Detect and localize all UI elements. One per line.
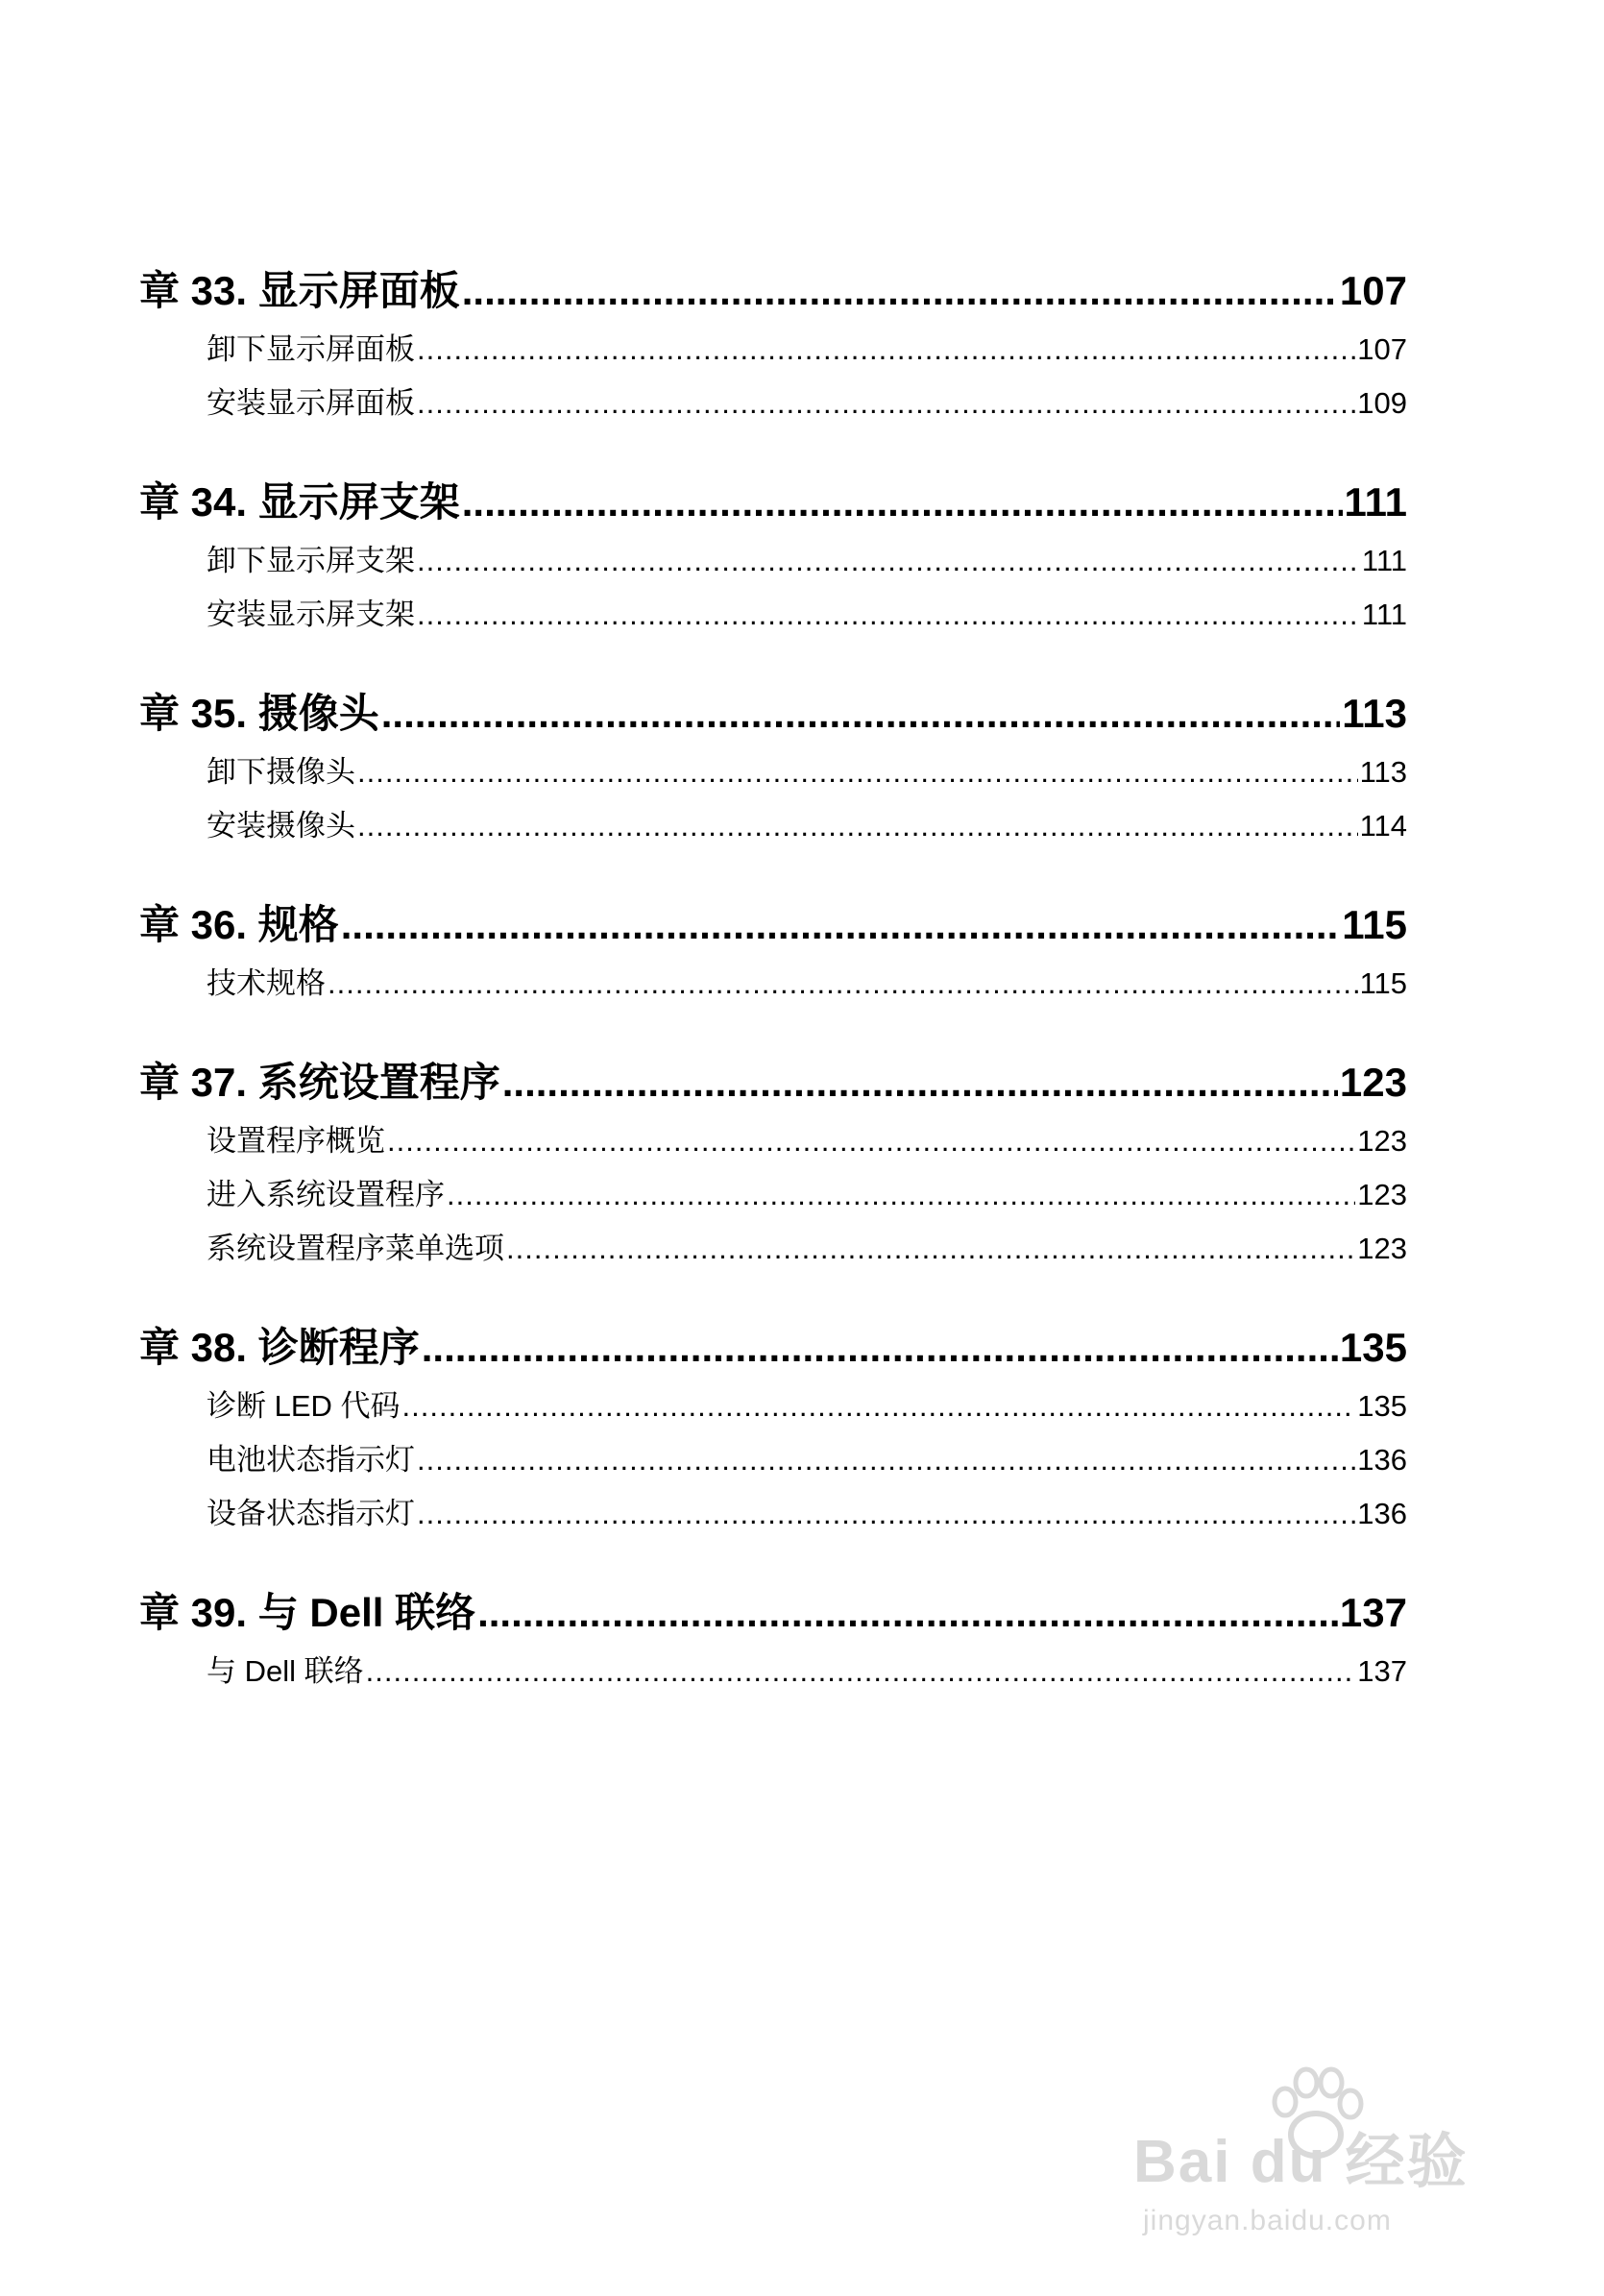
dot-leader — [417, 386, 1355, 421]
dot-leader — [417, 332, 1355, 367]
toc-chapter — [139, 893, 1407, 1013]
dot-leader — [357, 809, 1358, 843]
toc-chapter-heading[interactable] — [139, 893, 1407, 959]
toc-entry[interactable] — [139, 379, 1407, 432]
chapter-title: 章 34. 显示屏支架 — [139, 479, 460, 525]
entry-page-number: 123 — [1357, 1232, 1407, 1265]
watermark-brand: Bai du 经验 — [1133, 2129, 1469, 2195]
entry-page-number: 137 — [1357, 1654, 1407, 1688]
chapter-page-number: 135 — [1339, 1325, 1407, 1370]
dot-leader — [422, 1325, 1338, 1371]
entry-page-number: 107 — [1357, 332, 1407, 366]
entry-title: 与 Dell 联络 — [207, 1654, 364, 1688]
dot-leader — [366, 1654, 1356, 1689]
toc-chapter — [139, 1316, 1407, 1543]
dot-leader — [506, 1232, 1355, 1266]
entry-page-number: 135 — [1357, 1389, 1407, 1423]
dot-leader — [381, 691, 1341, 737]
dot-leader — [447, 1178, 1355, 1212]
toc-chapter-heading[interactable] — [139, 682, 1407, 747]
chapter-title: 章 37. 系统设置程序 — [139, 1060, 500, 1105]
entry-page-number: 114 — [1359, 809, 1407, 843]
chapter-page-number: 113 — [1342, 691, 1407, 736]
dot-leader — [462, 268, 1338, 314]
chapter-title: 章 33. 显示屏面板 — [139, 268, 460, 313]
dot-leader — [402, 1389, 1356, 1424]
chapter-title: 章 38. 诊断程序 — [139, 1325, 420, 1370]
toc-chapter-heading[interactable] — [139, 1581, 1407, 1647]
chapter-page-number: 115 — [1342, 902, 1407, 947]
toc-chapter — [139, 1051, 1407, 1278]
entry-page-number: 136 — [1357, 1443, 1407, 1477]
toc-chapter-heading[interactable] — [139, 471, 1407, 536]
chapter-title: 章 36. 规格 — [139, 902, 339, 947]
chapter-title: 章 35. 摄像头 — [139, 691, 379, 736]
dot-leader — [387, 1124, 1355, 1159]
entry-title: 卸下显示屏支架 — [207, 544, 415, 577]
dot-leader — [357, 755, 1358, 790]
entry-title: 卸下显示屏面板 — [207, 332, 415, 366]
dot-leader — [417, 1497, 1355, 1531]
entry-title: 进入系统设置程序 — [207, 1178, 445, 1211]
dot-leader — [417, 1443, 1355, 1478]
chapter-page-number: 123 — [1339, 1060, 1407, 1105]
dot-leader — [417, 598, 1360, 632]
entry-page-number: 113 — [1359, 755, 1407, 789]
toc-chapter — [139, 259, 1407, 432]
toc-chapter-heading[interactable] — [139, 1051, 1407, 1116]
dot-leader — [477, 1590, 1338, 1636]
entry-title: 安装显示屏支架 — [207, 598, 415, 631]
entry-title: 安装显示屏面板 — [207, 386, 415, 420]
dot-leader — [341, 902, 1341, 948]
toc-chapter — [139, 682, 1407, 855]
chapter-page-number: 107 — [1339, 268, 1407, 313]
toc-entry[interactable] — [139, 1381, 1407, 1435]
entry-title: 安装摄像头 — [207, 809, 355, 843]
entry-title: 诊断 LED 代码 — [207, 1389, 401, 1423]
toc-entry[interactable] — [139, 1116, 1407, 1170]
toc-entry[interactable] — [139, 959, 1407, 1013]
entry-title: 设置程序概览 — [207, 1124, 385, 1158]
toc-entry[interactable] — [139, 801, 1407, 855]
dot-leader — [417, 544, 1360, 578]
entry-title: 技术规格 — [207, 966, 326, 1000]
baidu-jingyan-watermark — [1133, 2046, 1508, 2238]
toc-chapter-heading[interactable] — [139, 1316, 1407, 1381]
entry-page-number: 123 — [1357, 1124, 1407, 1158]
toc-entry[interactable] — [139, 1170, 1407, 1224]
dot-leader — [462, 479, 1343, 525]
chapter-title: 章 39. 与 Dell 联络 — [139, 1590, 476, 1635]
toc-entry[interactable] — [139, 1224, 1407, 1278]
toc-chapter — [139, 1581, 1407, 1700]
toc-entry[interactable] — [139, 1647, 1407, 1700]
dot-leader — [502, 1060, 1338, 1106]
toc-entry[interactable] — [139, 590, 1407, 644]
entry-title: 卸下摄像头 — [207, 755, 355, 789]
dot-leader — [328, 966, 1358, 1001]
table-of-contents — [139, 259, 1407, 1739]
entry-page-number: 136 — [1357, 1497, 1407, 1530]
entry-page-number: 123 — [1357, 1178, 1407, 1211]
entry-page-number: 115 — [1359, 966, 1407, 1000]
toc-entry[interactable] — [139, 536, 1407, 590]
toc-entry[interactable] — [139, 1435, 1407, 1489]
toc-chapter — [139, 471, 1407, 644]
entry-title: 电池状态指示灯 — [207, 1443, 415, 1477]
entry-title: 系统设置程序菜单选项 — [207, 1232, 504, 1265]
entry-page-number: 111 — [1361, 598, 1407, 631]
chapter-page-number: 137 — [1339, 1590, 1407, 1635]
toc-entry[interactable] — [139, 325, 1407, 379]
chapter-page-number: 111 — [1344, 479, 1407, 525]
toc-entry[interactable] — [139, 1489, 1407, 1543]
entry-title: 设备状态指示灯 — [207, 1497, 415, 1530]
toc-chapter-heading[interactable] — [139, 259, 1407, 325]
toc-entry[interactable] — [139, 747, 1407, 801]
watermark-url: jingyan.baidu.com — [1143, 2205, 1392, 2236]
entry-page-number: 111 — [1361, 544, 1407, 577]
entry-page-number: 109 — [1357, 386, 1407, 420]
